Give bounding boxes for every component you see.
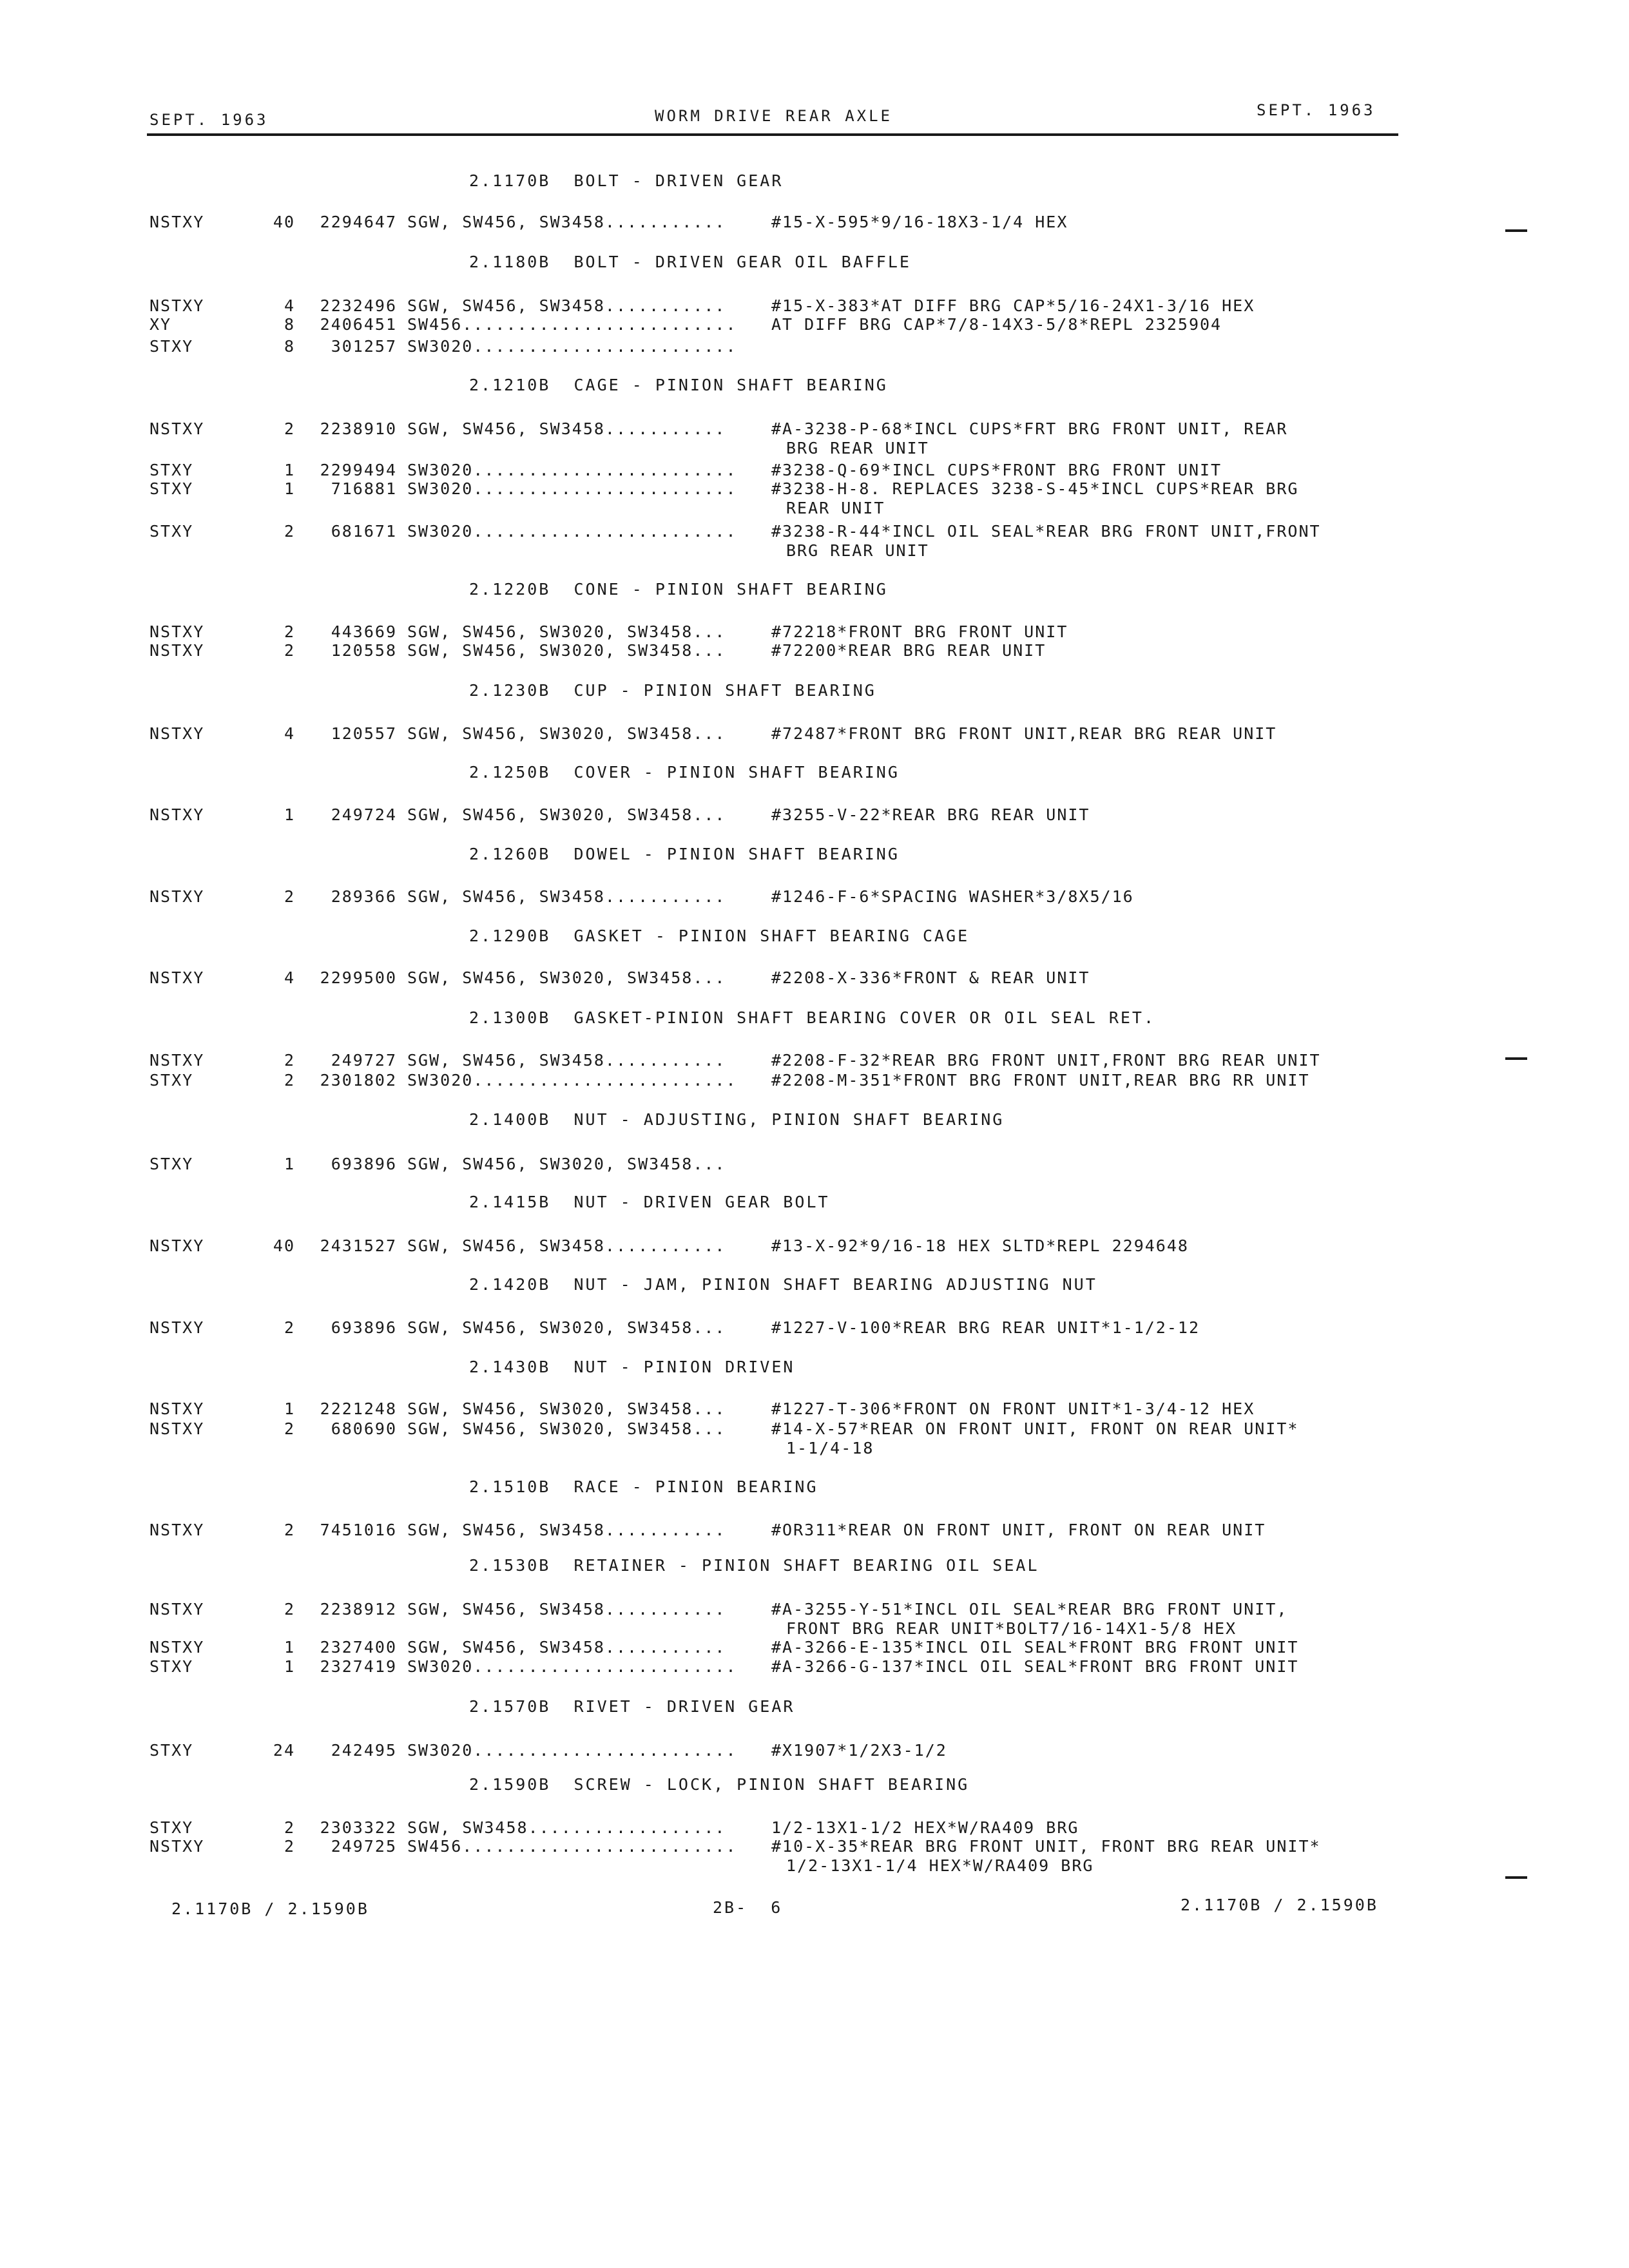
row-applications: SW3020........................ [407,1741,737,1760]
row-applications: SGW, SW456, SW3458........... [407,419,726,438]
section-title: 2.1230B CUP - PINION SHAFT BEARING [469,681,876,700]
row-description: #3238-R-44*INCL OIL SEAL*REAR BRG FRONT UNIT,FRONT [771,522,1321,541]
row-model-code: NSTXY [149,213,205,231]
row-part-number: 2232496 [320,296,397,315]
row-applications: SGW, SW456, SW3458........... [407,1051,726,1070]
row-applications: SGW, SW456, SW3020, SW3458... [407,1399,726,1418]
row-part-number: 2221248 [320,1399,397,1418]
section-title: 2.1300B GASKET-PINION SHAFT BEARING COVER OR OIL SEAL RET. [469,1008,1156,1027]
row-applications: SW3020........................ [407,461,737,479]
row-description: #A-3266-G-137*INCL OIL SEAL*FRONT BRG FRONT UNIT [771,1657,1299,1676]
row-quantity: 2 [284,1600,295,1619]
row-part-number: 2299500 [320,968,397,987]
row-part-number: 120558 [331,641,397,660]
section-title: 2.1420B NUT - JAM, PINION SHAFT BEARING ADJUSTING NUT [469,1275,1097,1294]
row-part-number: 2301802 [320,1071,397,1090]
row-model-code: NSTXY [149,805,205,824]
row-description: #A-3238-P-68*INCL CUPS*FRT BRG FRONT UNIT, REAR [771,419,1288,438]
row-quantity: 4 [284,968,295,987]
row-applications: SW3020........................ [407,1071,737,1090]
section-title: 2.1180B BOLT - DRIVEN GEAR OIL BAFFLE [469,253,911,271]
row-description: #3238-H-8. REPLACES 3238-S-45*INCL CUPS*REAR BRG [771,479,1299,498]
section-title: 2.1510B RACE - PINION BEARING [469,1477,818,1496]
row-description-continuation: BRG REAR UNIT [786,541,929,560]
row-part-number: 2238910 [320,419,397,438]
row-applications: SW3020........................ [407,337,737,356]
row-part-number: 2303322 [320,1818,397,1837]
row-quantity: 24 [273,1741,295,1760]
row-quantity: 8 [284,315,295,334]
row-description: #2208-M-351*FRONT BRG FRONT UNIT,REAR BRG RR UNIT [771,1071,1310,1090]
margin-mark [1505,1057,1527,1060]
row-description: #OR311*REAR ON FRONT UNIT, FRONT ON REAR UNIT [771,1521,1266,1539]
row-model-code: NSTXY [149,1837,205,1856]
row-quantity: 2 [284,1419,295,1438]
row-description: #2208-X-336*FRONT & REAR UNIT [771,968,1090,987]
row-part-number: 249727 [331,1051,397,1070]
section-title: 2.1590B SCREW - LOCK, PINION SHAFT BEARING [469,1775,970,1794]
row-model-code: NSTXY [149,1236,205,1255]
row-quantity: 2 [284,522,295,541]
row-quantity: 2 [284,1318,295,1337]
row-quantity: 2 [284,641,295,660]
row-applications: SGW, SW456, SW3458........... [407,213,726,231]
row-model-code: NSTXY [149,622,205,641]
section-title: 2.1210B CAGE - PINION SHAFT BEARING [469,376,888,394]
row-part-number: 2431527 [320,1236,397,1255]
row-model-code: STXY [149,1657,194,1676]
footer-page-number: 2B- 6 [713,1898,783,1917]
row-description: #72200*REAR BRG REAR UNIT [771,641,1046,660]
row-applications: SGW, SW456, SW3020, SW3458... [407,641,726,660]
row-model-code: STXY [149,1071,194,1090]
row-description: #15-X-595*9/16-18X3-1/4 HEX [771,213,1068,231]
row-description: #2208-F-32*REAR BRG FRONT UNIT,FRONT BRG REAR UNIT [771,1051,1321,1070]
row-part-number: 716881 [331,479,397,498]
margin-mark [1505,229,1527,232]
row-description: 1/2-13X1-1/2 HEX*W/RA409 BRG [771,1818,1079,1837]
row-quantity: 8 [284,337,295,356]
row-model-code: NSTXY [149,1051,205,1070]
row-description: #14-X-57*REAR ON FRONT UNIT, FRONT ON REAR UNIT* [771,1419,1299,1438]
row-part-number: 693896 [331,1155,397,1173]
row-description: #3255-V-22*REAR BRG REAR UNIT [771,805,1090,824]
row-model-code: STXY [149,479,194,498]
row-description: #13-X-92*9/16-18 HEX SLTD*REPL 2294648 [771,1236,1189,1255]
row-part-number: 443669 [331,622,397,641]
row-description: #X1907*1/2X3-1/2 [771,1741,947,1760]
row-model-code: NSTXY [149,296,205,315]
row-quantity: 1 [284,1155,295,1173]
row-quantity: 2 [284,1818,295,1837]
row-model-code: STXY [149,1741,194,1760]
row-applications: SGW, SW456, SW3458........... [407,1236,726,1255]
row-applications: SW3020........................ [407,479,737,498]
row-applications: SW3020........................ [407,1657,737,1676]
row-part-number: 2327400 [320,1638,397,1657]
row-quantity: 2 [284,1051,295,1070]
row-part-number: 120557 [331,724,397,743]
row-description: #3238-Q-69*INCL CUPS*FRONT BRG FRONT UNIT [771,461,1222,479]
page-title: WORM DRIVE REAR AXLE [655,107,892,125]
row-model-code: NSTXY [149,1318,205,1337]
row-description: #A-3255-Y-51*INCL OIL SEAL*REAR BRG FRONT UNIT, [771,1600,1288,1619]
row-applications: SGW, SW456, SW3458........... [407,1521,726,1539]
row-model-code: STXY [149,1818,194,1837]
row-description-continuation: 1-1/4-18 [786,1439,874,1457]
row-description: #1227-T-306*FRONT ON FRONT UNIT*1-3/4-12 HEX [771,1399,1255,1418]
row-part-number: 2238912 [320,1600,397,1619]
row-applications: SW456......................... [407,315,737,334]
row-model-code: NSTXY [149,887,205,906]
row-quantity: 40 [273,213,295,231]
row-applications: SGW, SW456, SW3458........... [407,1638,726,1657]
row-description: #72218*FRONT BRG FRONT UNIT [771,622,1068,641]
row-model-code: NSTXY [149,1399,205,1418]
row-applications: SGW, SW456, SW3458........... [407,887,726,906]
row-applications: SGW, SW456, SW3020, SW3458... [407,724,726,743]
row-part-number: 289366 [331,887,397,906]
row-quantity: 1 [284,461,295,479]
row-quantity: 1 [284,479,295,498]
section-title: 2.1400B NUT - ADJUSTING, PINION SHAFT BEARING [469,1110,1005,1129]
footer-right-range: 2.1170B / 2.1590B [1181,1896,1378,1914]
section-title: 2.1415B NUT - DRIVEN GEAR BOLT [469,1193,830,1211]
row-model-code: NSTXY [149,641,205,660]
row-part-number: 2299494 [320,461,397,479]
row-model-code: NSTXY [149,968,205,987]
row-model-code: NSTXY [149,1419,205,1438]
row-model-code: STXY [149,461,194,479]
row-model-code: NSTXY [149,1638,205,1657]
section-title: 2.1260B DOWEL - PINION SHAFT BEARING [469,845,900,863]
row-description: #15-X-383*AT DIFF BRG CAP*5/16-24X1-3/16 HEX [771,296,1255,315]
row-quantity: 1 [284,805,295,824]
section-title: 2.1220B CONE - PINION SHAFT BEARING [469,580,888,599]
row-description-continuation: REAR UNIT [786,499,885,517]
row-description: AT DIFF BRG CAP*7/8-14X3-5/8*REPL 2325904 [771,315,1222,334]
row-applications: SGW, SW456, SW3020, SW3458... [407,968,726,987]
section-title: 2.1570B RIVET - DRIVEN GEAR [469,1697,795,1716]
row-quantity: 2 [284,419,295,438]
section-title: 2.1530B RETAINER - PINION SHAFT BEARING OIL SEAL [469,1556,1039,1575]
row-applications: SGW, SW456, SW3020, SW3458... [407,1419,726,1438]
row-applications: SGW, SW3458.................. [407,1818,726,1837]
row-applications: SW456......................... [407,1837,737,1856]
row-part-number: 249725 [331,1837,397,1856]
row-description: #1227-V-100*REAR BRG REAR UNIT*1-1/2-12 [771,1318,1200,1337]
row-model-code: NSTXY [149,724,205,743]
row-description: #1246-F-6*SPACING WASHER*3/8X5/16 [771,887,1134,906]
header-right-date: SEPT. 1963 [1257,101,1376,119]
row-model-code: STXY [149,1155,194,1173]
row-description-continuation: FRONT BRG REAR UNIT*BOLT7/16-14X1-5/8 HEX [786,1619,1237,1638]
row-description-continuation: 1/2-13X1-1/4 HEX*W/RA409 BRG [786,1856,1094,1875]
row-quantity: 1 [284,1399,295,1418]
row-applications: SGW, SW456, SW3020, SW3458... [407,1155,726,1173]
row-model-code: NSTXY [149,1521,205,1539]
row-description: #A-3266-E-135*INCL OIL SEAL*FRONT BRG FRONT UNIT [771,1638,1299,1657]
row-description: #72487*FRONT BRG FRONT UNIT,REAR BRG REAR UNIT [771,724,1277,743]
row-description-continuation: BRG REAR UNIT [786,439,929,457]
row-applications: SGW, SW456, SW3458........... [407,1600,726,1619]
row-model-code: STXY [149,522,194,541]
row-model-code: NSTXY [149,1600,205,1619]
row-quantity: 1 [284,1638,295,1657]
footer-left-range: 2.1170B / 2.1590B [171,1899,369,1918]
row-applications: SGW, SW456, SW3458........... [407,296,726,315]
row-part-number: 680690 [331,1419,397,1438]
row-model-code: XY [149,315,172,334]
row-part-number: 693896 [331,1318,397,1337]
row-applications: SW3020........................ [407,522,737,541]
row-applications: SGW, SW456, SW3020, SW3458... [407,805,726,824]
row-part-number: 2294647 [320,213,397,231]
row-model-code: STXY [149,337,194,356]
section-title: 2.1250B COVER - PINION SHAFT BEARING [469,763,900,782]
row-quantity: 4 [284,296,295,315]
row-description: #10-X-35*REAR BRG FRONT UNIT, FRONT BRG REAR UNIT* [771,1837,1321,1856]
row-part-number: 7451016 [320,1521,397,1539]
row-part-number: 301257 [331,337,397,356]
row-part-number: 242495 [331,1741,397,1760]
header-rule [147,133,1398,136]
row-quantity: 2 [284,622,295,641]
header-left-date: SEPT. 1963 [149,111,269,129]
row-quantity: 4 [284,724,295,743]
margin-mark [1505,1876,1527,1879]
row-part-number: 249724 [331,805,397,824]
row-applications: SGW, SW456, SW3020, SW3458... [407,622,726,641]
section-title: 2.1170B BOLT - DRIVEN GEAR [469,171,784,190]
row-model-code: NSTXY [149,419,205,438]
row-quantity: 2 [284,1071,295,1090]
row-quantity: 1 [284,1657,295,1676]
row-part-number: 2327419 [320,1657,397,1676]
section-title: 2.1290B GASKET - PINION SHAFT BEARING CAGE [469,927,970,945]
section-title: 2.1430B NUT - PINION DRIVEN [469,1358,795,1376]
row-quantity: 2 [284,1521,295,1539]
row-quantity: 2 [284,887,295,906]
row-quantity: 40 [273,1236,295,1255]
row-applications: SGW, SW456, SW3020, SW3458... [407,1318,726,1337]
row-part-number: 681671 [331,522,397,541]
row-part-number: 2406451 [320,315,397,334]
row-quantity: 2 [284,1837,295,1856]
